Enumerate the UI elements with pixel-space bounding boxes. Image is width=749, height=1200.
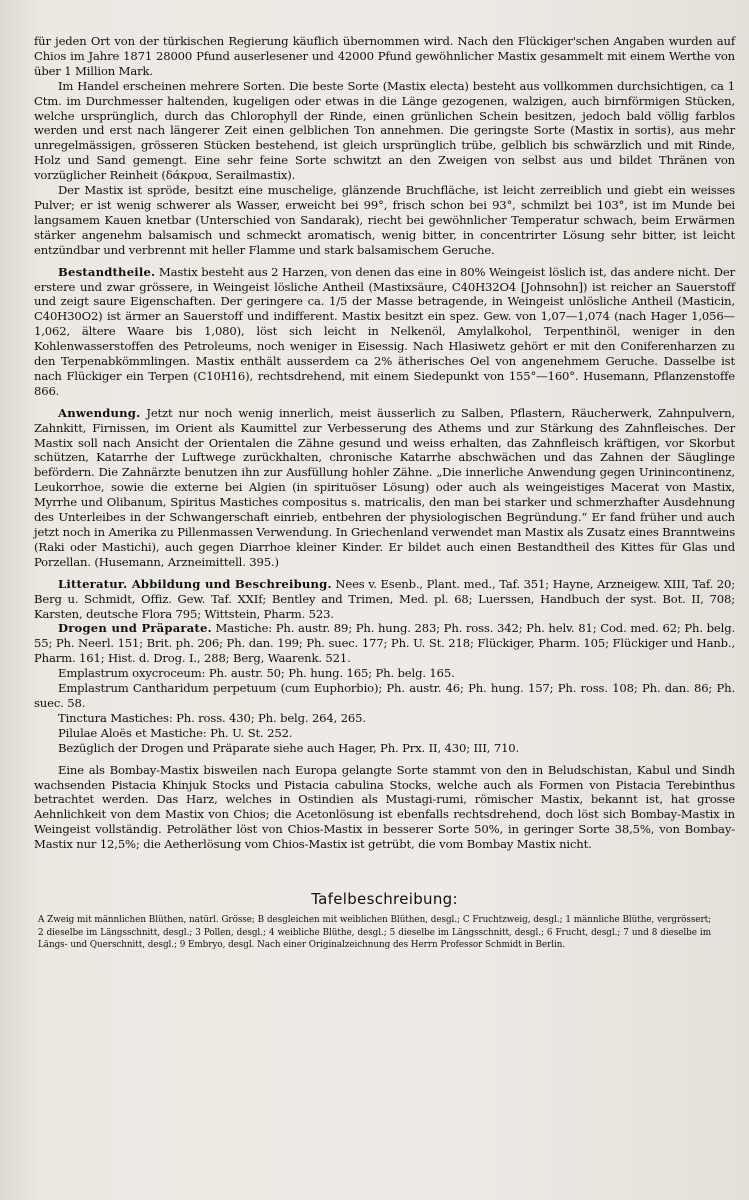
paragraph-p10 [34,711,735,726]
paragraph-text: Jetzt nur noch wenig innerlich, meist äusserlich zu Salben, Pflastern, Räucherwerk, Zahnpulvern, Zahnkitt, Firnissen, im Orient als Kaumittel zur Verbesserung des Athems und zur Stärkung des Zahnfleisches. Der Mastix soll nach Ansicht der Orientalen die Zähne gesund und weiss erhalten, das Zahnfleisch kräftigen, vor Skorbut schützen, Katarrhe der Luftwege zurückhalten, chronische Katarrhe abschwächen und das Zahnen der Säuglinge befördern. Die Zahnärzte benutzen ihn zur Ausfüllung hohler Zähne. „Die innerliche Anwendung gegen Urinincontinenz, Leukorrhoe, sowie die externe bei Algien (in spirituöser Lösung) oder auch als weingeistiges Macerat von Mastix, Myrrhe und Olibanum, Spiritus Mastiches compositus s. matricalis, den man bei starker und schmerzhafter Ausdehnung des Unterleibes in der Schwangerschaft einrieb, entbehren der physiologischen Begründung.“ Er fand früher und auch jetzt noch in Amerika zu Pillenmassen Verwendung. In Griechenland verwendet man Mastix als Zusatz eines Branntweins (Raki oder Mastichi), auch gegen Diarrhoe kleiner Kinder. Er bildet auch einen Bestandtheil des Kittes für Glas und Porzellan. (Husemann, Arzneimittell. 395.) [34,405,735,569]
paragraph-text: Tinctura Mastiches: Ph. ross. 430; Ph. belg. 264, 265. [58,710,366,725]
section-heading: Anwendung. [58,405,141,420]
paragraph-p1 [34,34,735,79]
paragraph-p3 [34,183,735,258]
paragraph-text: Nees v. Esenb., Plant. med., Taf. 351; Hayne, Arzneigew. XIII, Taf. 20; Berg u. Schmidt, Offiz. Gew. Taf. XXIf; Bentley and Trimen, Med. pl. 68; Luerssen, Handbuch der syst. Bot. II, 708; Karsten, deutsche Flora 795; Wittstein, Pharm. 523. [34,576,735,621]
section-heading: Litteratur. Abbildung und Beschreibung. [58,576,332,591]
paragraph-p6 [34,577,735,622]
paragraph-p2 [34,79,735,183]
paragraph-text: Eine als Bombay-Mastix bisweilen nach Europa gelangte Sorte stammt von den in Beludschistan, Kabul und Sindh wachsenden Pistacia Khinjuk Stocks und Pistacia cabulina Stocks, welche auch als Formen von Pistacia Terebinthus betrachtet werden. Das Harz, welches in Ostindien als Mustagi-rumi, römischer Mastix, bekannt ist, hat grosse Aehnlichkeit von dem Mastix von Chios; die Acetonlösung ist ebenfalls rechtsdrehend, doch löst sich Bombay-Mastix in Weingeist vollständig. Petroläther löst von Chios-Mastix in besserer Sorte 50%, in geringer Sorte 38,5%, von Bombay-Mastix nur 12,5%; die Aetherlösung vom Chios-Mastix ist getrübt, die vom Bombay Mastix nicht. [34,762,735,852]
paragraph-text: für jeden Ort von der türkischen Regierung käuflich übernommen wird. Nach den Flückiger'schen Angaben wurden auf Chios im Jahre 1871 28000 Pfund auserlesener und 42000 Pfund gewöhnlicher Mastix gesammelt mit einem Werthe von über 1 Million Mark. [34,34,735,78]
paragraph-p8 [34,666,735,681]
paragraph-p13 [34,763,735,852]
paragraph-text: Pilulae Aloës et Mastiche: Ph. U. St. 252. [58,725,293,740]
paragraph-text: Mastiche: Ph. austr. 89; Ph. hung. 283; Ph. ross. 342; Ph. helv. 81; Cod. med. 62; Ph. belg. 55; Ph. Neerl. 151; Brit. ph. 206; Ph. dan. 199; Ph. suec. 177; Ph. U. St. 218; Flückiger, Pharm. 105; Flückiger und Hanb., Pharm. 161; Hist. d. Drog. I., 288; Berg, Waarenk. 521. [34,621,736,666]
section-heading: Bestandtheile. [58,264,156,279]
paragraph-p12 [34,741,735,756]
paragraph-text: Bezüglich der Drogen und Präparate siehe auch Hager, Ph. Prx. II, 430; III, 710. [58,740,520,755]
paragraph-p9 [34,681,735,711]
paragraph-p5 [34,406,735,570]
plate-description: A Zweig mit männlichen Blüthen, natürl. Grösse; B desgleichen mit weiblichen Blüthen, desgl.; C Fruchtzweig, desgl.; 1 männliche Blüthe, vergrössert; 2 dieselbe im Längsschnitt, desgl.; 3 Pollen, desgl.; 4 weibliche Blüthe, desgl.; 5 dieselbe im Längsschnitt, desgl.; 6 Frucht, desgl.; 7 und 8 dieselbe im Längs- und Querschnitt, desgl.; 9 Embryo, desgl. Nach einer Originalzeichnung des Herrn Professor Schmidt in Berlin. [38,915,711,951]
plate-caption: Tafelbeschreibung: [311,890,458,909]
paragraph-text: Der Mastix ist spröde, besitzt eine muschelige, glänzende Bruchfläche, ist leicht zerreiblich und giebt ein weisses Pulver; er ist wenig schwerer als Wasser, erweicht bei 99°, frisch schon bei 93°, schmilzt bei 103°, ist im Munde bei langsamem Kauen knetbar (Unterschied von Sandarak), riecht bei gewöhnlicher Temperatur schwach, beim Erwärmen stärker angenehm balsamisch und schmeckt aromatisch, wenig bitter, in concentrirter Lösung sehr bitter, ist leicht entzündbar und verbrennt mit heller Flamme und stark balsamischem Geruche. [34,183,735,257]
paragraph-text: Im Handel erscheinen mehrere Sorten. Die beste Sorte (Mastix electa) besteht aus vollkommen durchsichtigen, ca 1 Ctm. im Durchmesser haltenden, kugeligen oder etwas in die Länge gezogenen, walzigen, auch birnförmigen Stücken, welche ursprünglich, durch das Chlorophyll der Rinde, einen grünlichen Schein besitzen, jedoch bald völlig farblos werden und erst nach längerer Zeit einen gelblichen Ton annehmen. Die geringste Sorte (Mastix in sortis), aus mehr unregelmässigen, grösseren Stücken bestehend, ist gleich ursprünglich trübe, gelblich bis schwärzlich und mit Rinde, Holz und Sand gemengt. Eine sehr feine Sorte schwitzt an den Zweigen von selbst aus und bildet Thränen von vorzüglicher Reinheit (δάκρυα, Serailmastix). [34,78,735,183]
paragraph-p11 [34,726,735,741]
section-heading: Drogen und Präparate. [58,621,212,636]
paragraph-text: Emplastrum oxycroceum: Ph. austr. 50; Ph. hung. 165; Ph. belg. 165. [58,666,455,681]
paragraph-text: Mastix besteht aus 2 Harzen, von denen das eine in 80% Weingeist löslich ist, das andere nicht. Der erstere und zwar grössere, in Weingeist lösliche Antheil (Mastixsäure, C40H32O4 [Johnsohn]) ist reicher an Sauerstoff und zeigt saure Eigenschaften. Der geringere ca. 1/5 der Masse betragende, in Weingeist unlösliche Antheil (Masticin, C40H30O2) ist ärmer an Sauerstoff und indifferent. Mastix besitzt ein spez. Gew. von 1,07—1,074 (nach Hager 1,056—1,062, ältere Waare bis 1,080), löst sich leicht in Nelkenöl, Amylalkohol, Terpenthinöl, weniger in den Kohlenwasserstoffen des Petroleums, noch weniger in Eisessig. Nach Hlasiwetz gehört er mit den Coniferenharzen zu den Terpenabkömmlingen. Mastix enthält ausserdem ca 2% ätherisches Oel von angenehmem Geruche. Dasselbe ist nach Flückiger ein Terpen (C10H16), rechtsdrehend, mit einem Siedepunkt von 155°—160°. Husemann, Pflanzenstoffe 866. [34,264,735,398]
paragraph-text: Emplastrum Cantharidum perpetuum (cum Euphorbio); Ph. austr. 46; Ph. hung. 157; Ph. ross. 108; Ph. dan. 86; Ph. suec. 58. [34,681,735,710]
paragraph-p7 [34,621,735,666]
paragraph-p4 [34,265,735,399]
body-text [34,34,735,852]
